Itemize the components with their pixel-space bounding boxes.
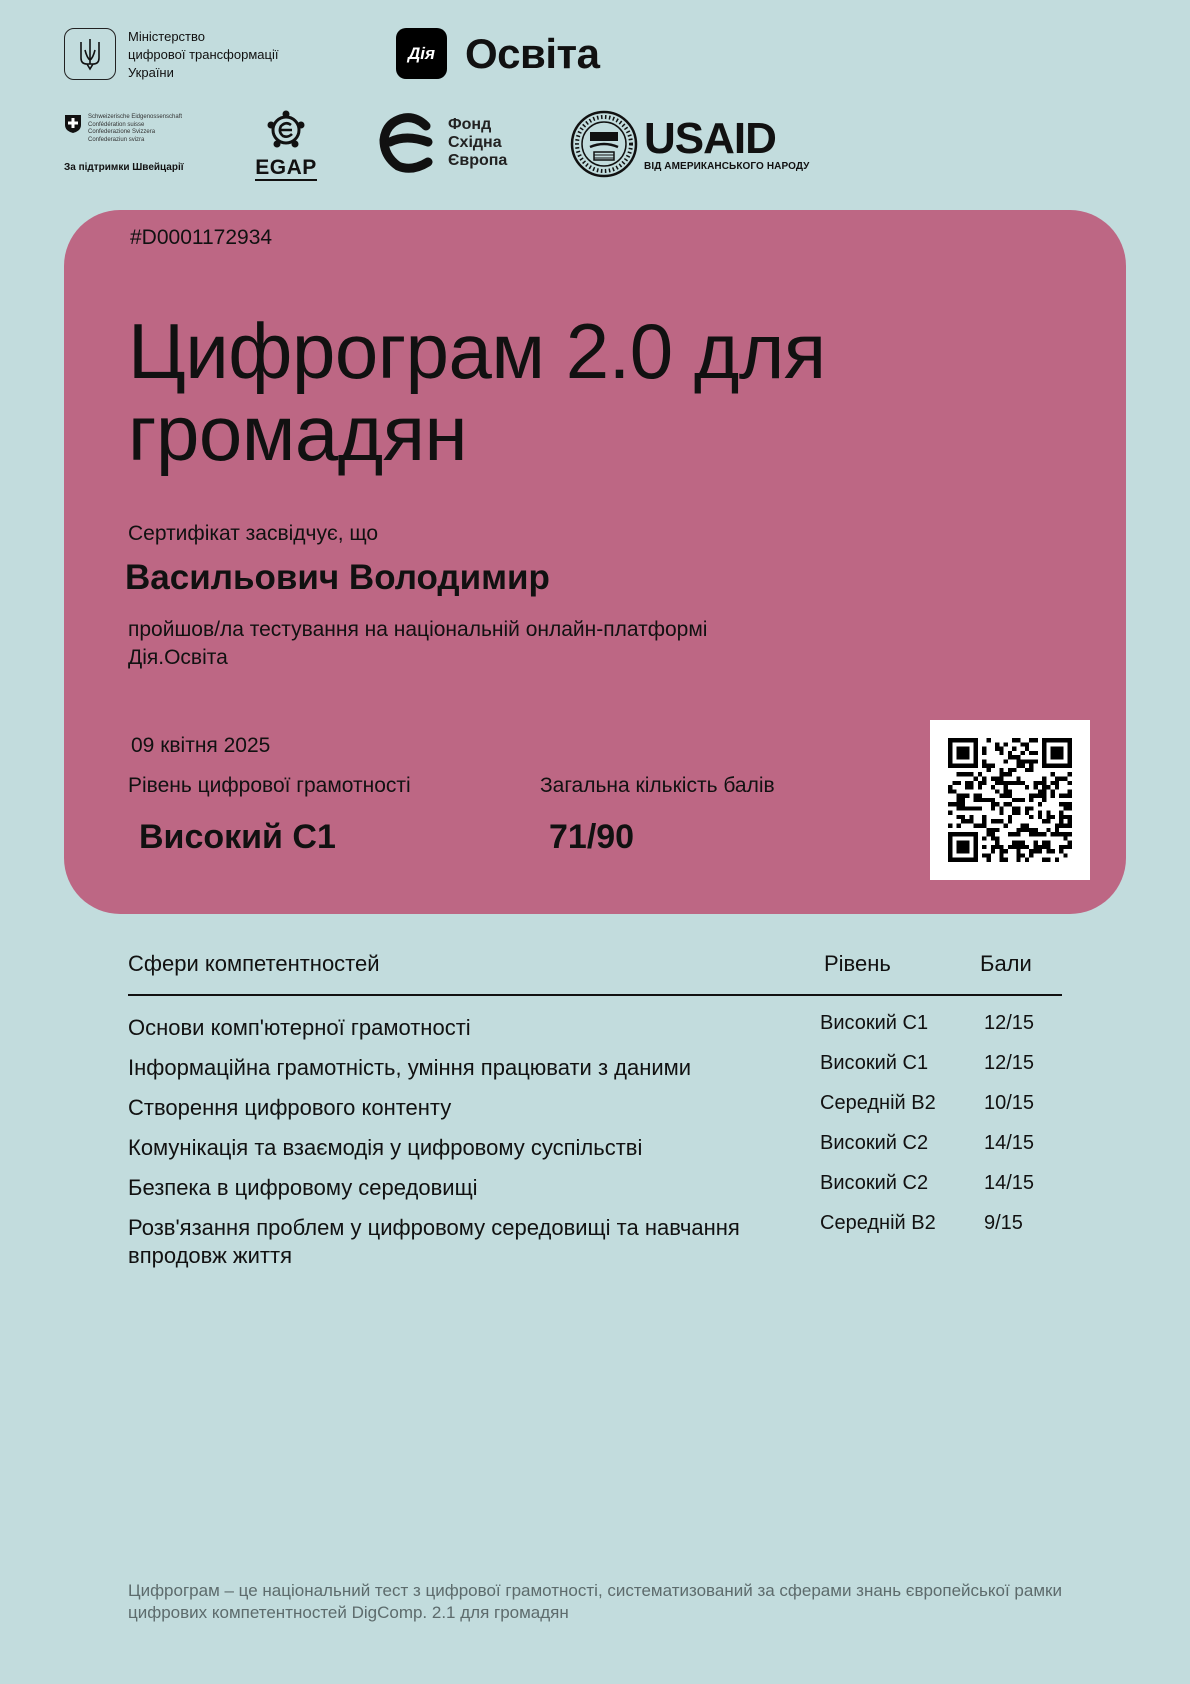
usaid-logo bbox=[570, 110, 810, 178]
certificate-id: #D0001172934 bbox=[130, 226, 273, 249]
table-header-divider bbox=[128, 994, 1062, 996]
table-row-level: Високий С2 bbox=[820, 1172, 929, 1194]
certifies-text: Сертифікат засвідчує, що bbox=[128, 522, 379, 545]
usaid-wordmark: USAID bbox=[644, 113, 776, 163]
fond-logo bbox=[376, 112, 507, 174]
person-name: Васильович Володимир bbox=[125, 558, 550, 597]
table-row-score: 14/15 bbox=[984, 1172, 1035, 1194]
fond-line: Східна bbox=[448, 134, 502, 151]
swiss-lang: Confederazione Svizzera bbox=[88, 129, 156, 135]
level-label: Рівень цифрової грамотності bbox=[128, 774, 411, 797]
table-row-level: Високий С2 bbox=[820, 1132, 929, 1154]
footer-note: Цифрограм – це національний тест з цифрової грамотності, систематизований за сферами знань європейської рамки цифрових компетентностей DigComp. 2.1 для громадян bbox=[128, 1581, 1062, 1622]
swiss-lang: Confederaziun svizra bbox=[88, 136, 145, 143]
ministry-line: Міністерство bbox=[128, 29, 205, 44]
usaid-seal-icon bbox=[570, 110, 638, 178]
table-row-area: Інформаційна грамотність, уміння працювати з даними bbox=[128, 1055, 692, 1080]
fond-logo-icon bbox=[376, 112, 438, 174]
table-row-score: 12/15 bbox=[984, 1052, 1035, 1074]
table-row-score: 12/15 bbox=[984, 1012, 1035, 1034]
score-label: Загальна кількість балів bbox=[540, 774, 775, 797]
level-value: Високий C1 bbox=[139, 818, 336, 856]
ministry-line: цифрової трансформації bbox=[128, 47, 279, 62]
diia-osvita-logo bbox=[396, 28, 599, 79]
egap-wordmark: EGAP bbox=[255, 156, 317, 179]
trident-icon bbox=[64, 28, 116, 80]
osvita-wordmark: Освіта bbox=[465, 29, 600, 77]
passed-text: пройшов/ла тестування на національній онлайн-платформі Дія.Освіта bbox=[128, 618, 708, 669]
table-row-area: Комунікація та взаємодія у цифровому суспільстві bbox=[128, 1135, 643, 1160]
table-row-level: Високий С1 bbox=[820, 1052, 929, 1074]
usaid-subtitle: ВІД АМЕРИКАНСЬКОГО НАРОДУ bbox=[644, 160, 810, 172]
swiss-shield-icon bbox=[64, 114, 82, 134]
swiss-lang: Schweizerische Eidgenossenschaft bbox=[88, 114, 183, 120]
table-row-area: Безпека в цифровому середовищі bbox=[128, 1175, 478, 1200]
certificate-date: 09 квітня 2025 bbox=[131, 734, 271, 757]
swiss-lang: Confédération suisse bbox=[88, 121, 145, 128]
fond-line: Фонд bbox=[448, 116, 492, 133]
table-row-score: 14/15 bbox=[984, 1132, 1035, 1154]
table-row-level: Середній В2 bbox=[820, 1212, 936, 1234]
egap-emblem-icon bbox=[264, 108, 308, 152]
table-row-area: Основи комп'ютерної грамотності bbox=[128, 1015, 471, 1040]
qr-code-icon bbox=[948, 738, 1072, 862]
fond-line: Європа bbox=[448, 152, 508, 169]
table-row-area: Створення цифрового контенту bbox=[128, 1095, 452, 1120]
table-header-level: Рівень bbox=[824, 951, 891, 976]
qr-code[interactable] bbox=[930, 720, 1090, 880]
table-row-score: 10/15 bbox=[984, 1092, 1035, 1114]
table-row-area: Розв'язання проблем у цифровому середовищі та навчання впродовж життя bbox=[128, 1215, 740, 1268]
table-header-area: Сфери компетентностей bbox=[128, 951, 380, 976]
diia-mark: Дія bbox=[396, 28, 447, 79]
egap-logo bbox=[252, 108, 320, 181]
table-row-level: Високий С1 bbox=[820, 1012, 929, 1034]
certificate-title: Цифрограм 2.0 для громадян bbox=[128, 307, 826, 477]
table-row-level: Середній В2 bbox=[820, 1092, 936, 1114]
ministry-line: України bbox=[128, 65, 174, 80]
ministry-logo bbox=[64, 28, 278, 82]
score-value: 71/90 bbox=[549, 818, 635, 856]
table-header-score: Бали bbox=[980, 951, 1032, 976]
swiss-support-text: За підтримки Швейцарії bbox=[64, 162, 184, 173]
table-row-score: 9/15 bbox=[984, 1212, 1023, 1234]
swiss-logo bbox=[64, 114, 204, 173]
